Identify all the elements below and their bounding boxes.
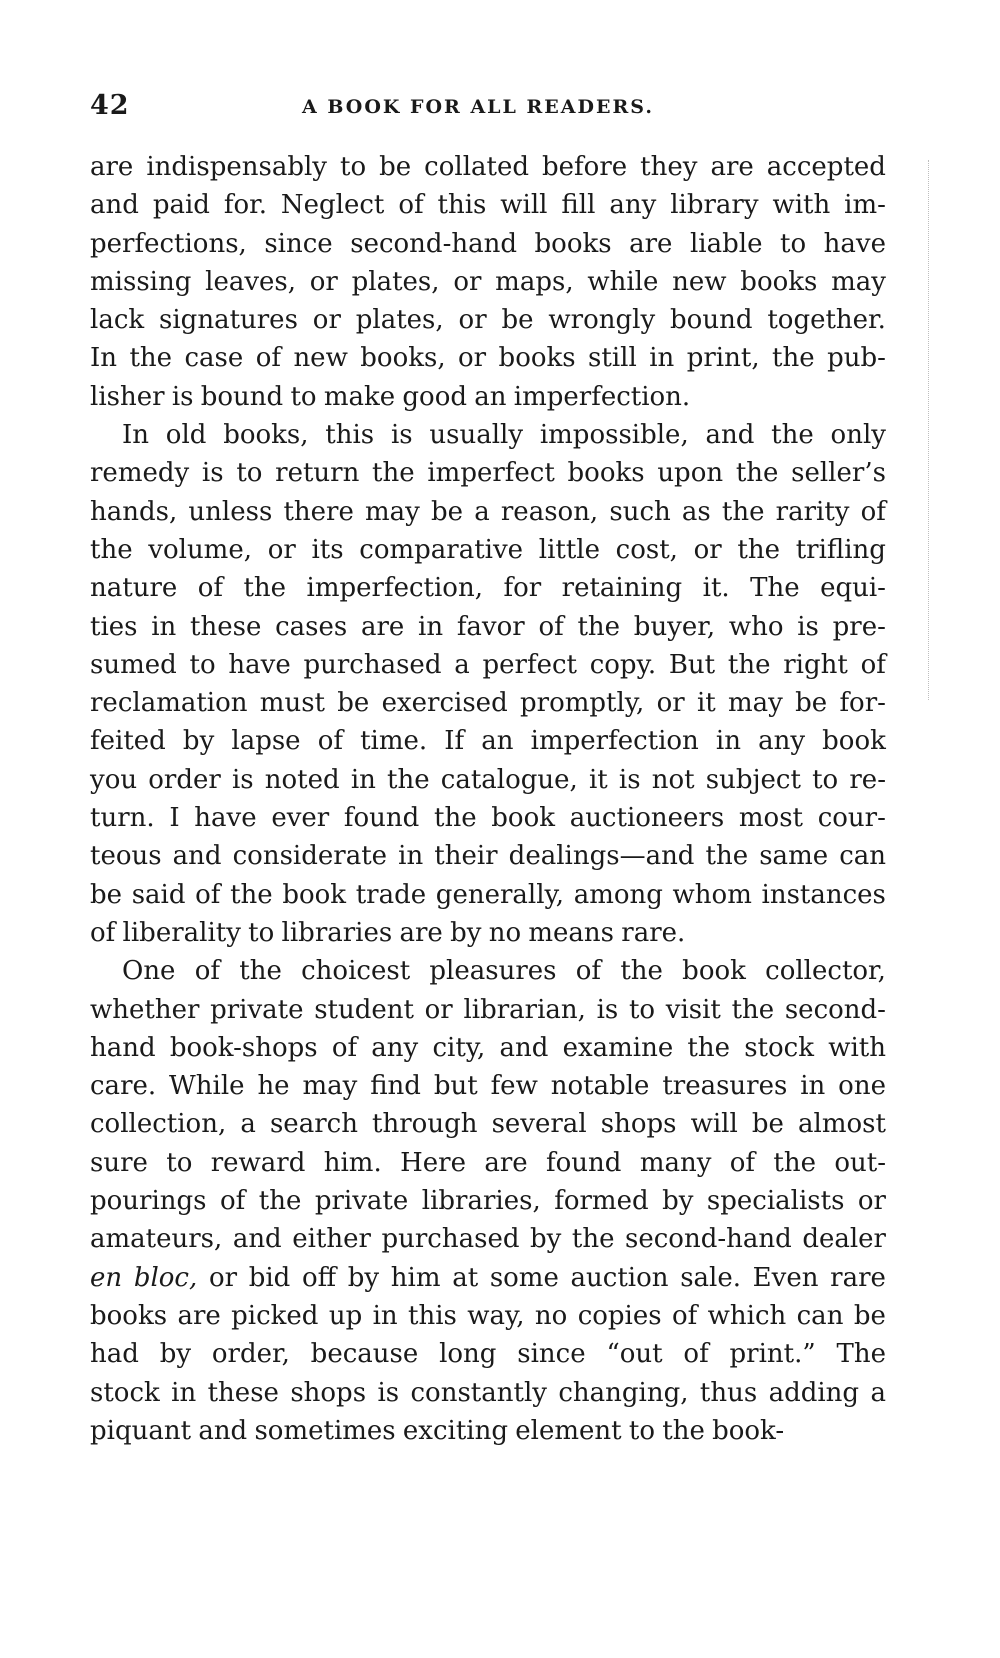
text-line: you order is noted in the catalogue, it is not subject to re- xyxy=(90,764,886,795)
body-text xyxy=(90,148,886,1450)
text-line: feited by lapse of time. If an imperfection in any book xyxy=(90,726,886,757)
text-line: sumed to have purchased a perfect copy. But the right of xyxy=(90,649,886,680)
paragraph xyxy=(90,416,886,952)
text-line: nature of the imperfection, for retaining it. The equi- xyxy=(90,573,886,604)
text-line: amateurs, and either purchased by the second-hand dealer xyxy=(90,1224,886,1255)
text-line: whether private student or librarian, is to visit the second- xyxy=(90,994,886,1025)
page-number: 42 xyxy=(90,90,130,121)
text-line: are indispensably to be collated before they are accepted xyxy=(90,152,886,182)
paragraph xyxy=(90,952,886,1450)
text-line: care. While he may find but few notable treasures in one xyxy=(90,1071,886,1102)
text-line: en bloc, or bid off by him at some auction sale. Even rare xyxy=(90,1262,886,1293)
page-header xyxy=(90,90,890,124)
text-line: ties in these cases are in favor of the buyer, who is pre- xyxy=(90,611,886,642)
text-line: missing leaves, or plates, or maps, while new books may xyxy=(90,266,886,297)
text-line: lisher is bound to make good an imperfection. xyxy=(90,381,691,412)
paragraph xyxy=(90,148,886,416)
text-line: piquant and sometimes exciting element to the book- xyxy=(90,1415,785,1446)
text-line: lack signatures or plates, or be wrongly bound together. xyxy=(90,305,886,336)
text-line: turn. I have ever found the book auctioneers most cour- xyxy=(90,803,886,834)
text-line: collection, a search through several shops will be almost xyxy=(90,1109,886,1140)
text-line: and paid for. Neglect of this will fill any library with im- xyxy=(90,190,886,221)
text-line: the volume, or its comparative little cost, or the trifling xyxy=(90,534,886,565)
text-line: remedy is to return the imperfect books upon the seller’s xyxy=(90,458,886,489)
text-line: hand book-shops of any city, and examine the stock with xyxy=(90,1032,886,1063)
margin-specks xyxy=(928,160,937,700)
text-line: of liberality to libraries are by no means rare. xyxy=(90,917,686,948)
text-line: books are picked up in this way, no copies of which can be xyxy=(90,1300,886,1331)
text-line: hands, unless there may be a reason, such as the rarity of xyxy=(90,496,886,527)
text-line: reclamation must be exercised promptly, or it may be for- xyxy=(90,688,886,719)
text-line: teous and considerate in their dealings—and the same can xyxy=(90,841,886,872)
text-line: stock in these shops is constantly changing, thus adding a xyxy=(90,1377,886,1408)
text-line: perfections, since second-hand books are liable to have xyxy=(90,228,886,259)
running-head: A BOOK FOR ALL READERS. xyxy=(302,96,654,118)
text-line: One of the choicest pleasures of the book collector, xyxy=(122,956,886,987)
text-line: In the case of new books, or books still in print, the pub- xyxy=(90,343,886,374)
text-line: In old books, this is usually impossible, and the only xyxy=(122,420,886,451)
text-line: be said of the book trade generally, among whom instances xyxy=(90,879,886,910)
text-line: sure to reward him. Here are found many of the out- xyxy=(90,1147,886,1178)
text-line: pourings of the private libraries, formed by specialists or xyxy=(90,1186,886,1217)
text-line: had by order, because long since “out of print.” The xyxy=(90,1339,886,1370)
